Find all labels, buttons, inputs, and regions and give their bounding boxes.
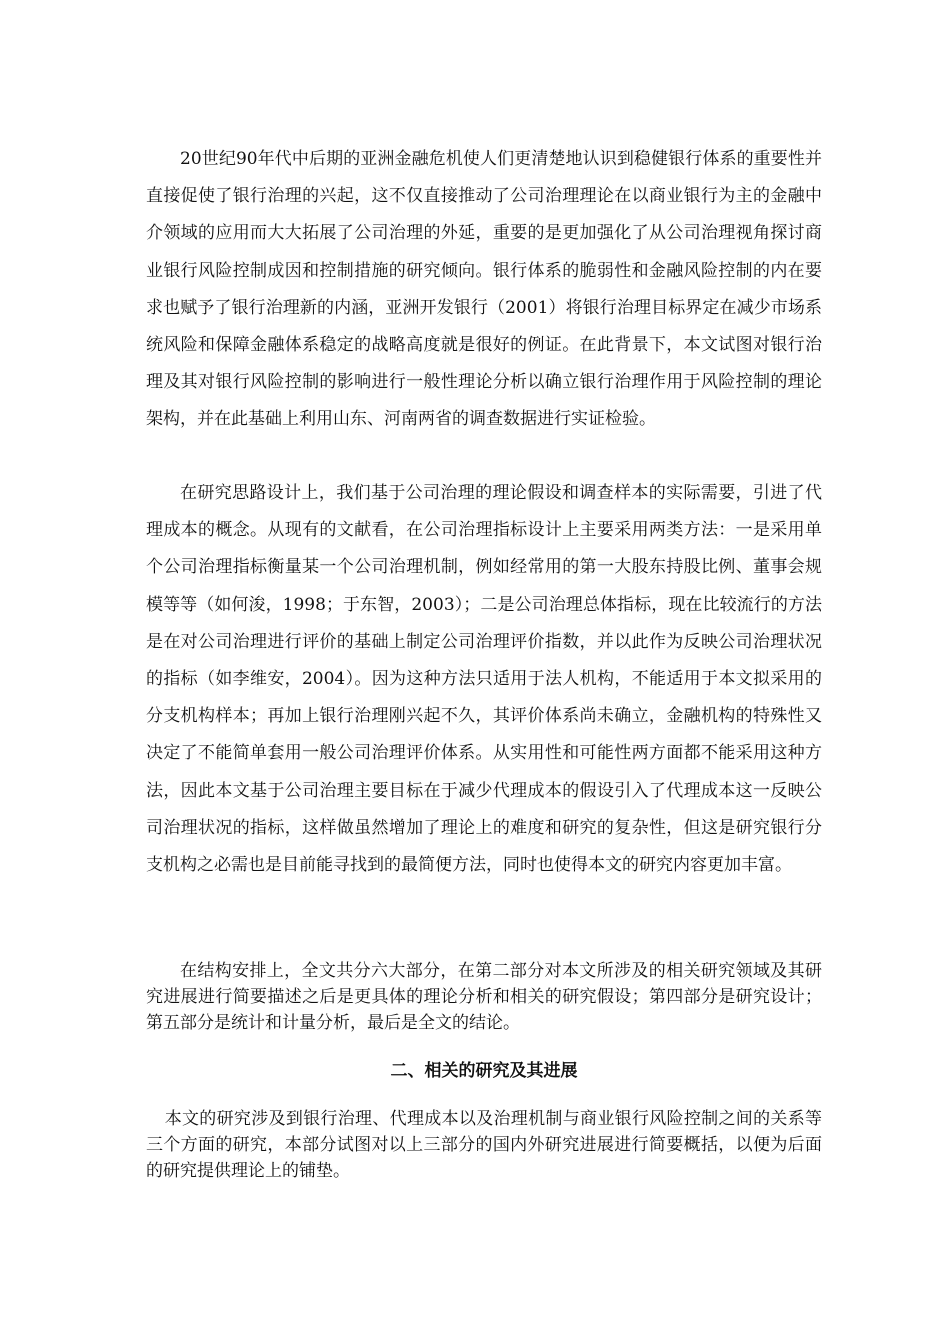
paragraph-structure: 在结构安排上，全文共分六大部分，在第二部分对本文所涉及的相关研究领域及其研究进展进行简要描述之后是更具体的理论分析和相关的研究假设；第四部分是研究设计；第五部分是统计和计量分析，最后是全文的结论。 — [146, 961, 822, 1033]
paragraph-research-design: 在研究思路设计上，我们基于公司治理的理论假设和调查样本的实际需要，引进了代理成本的概念。从现有的文献看，在公司治理指标设计上主要采用两类方法：一是采用单个公司治理指标衡量某一个公司治理机制，例如经常用的第一大股东持股比例、董事会规模等等（如何浚，1998；于东智，2003）；二是公司治理总体指标，现在比较流行的方法是在对公司治理进行评价的基础上制定公司治理评价指数，并以此作为反映公司治理状况的指标（如李维安，2004）。因为这种方法只适用于法人机构，不能适用于本文拟采用的分支机构样本；再加上银行治理刚兴起不久，其评价体系尚未确立，金融机构的特殊性又决定了不能简单套用一般公司治理评价体系。从实用性和可能性两方面都不能采用这种方法，因此本文基于公司治理主要目标在于减少代理成本的假设引入了代理成本这一反映公司治理状况的指标，这样做虽然增加了理论上的难度和研究的复杂性，但这是研究银行分支机构之必需也是目前能寻找到的最简便方法，同时也使得本文的研究内容更加丰富。 — [146, 483, 822, 876]
paragraph-section-intro: 本文的研究涉及到银行治理、代理成本以及治理机制与商业银行风险控制之间的关系等三个方面的研究，本部分试图对以上三部分的国内外研究进展进行简要概括，以便为后面的研究提供理论上的铺垫。 — [146, 1109, 822, 1181]
section-heading: 二、相关的研究及其进展 — [390, 1061, 578, 1081]
paragraph-asian-crisis: 20世纪90年代中后期的亚洲金融危机使人们更清楚地认识到稳健银行体系的重要性并直接促使了银行治理的兴起，这不仅直接推动了公司治理理论在以商业银行为主的金融中介领域的应用而大大拓展了公司治理的外延，重要的是更加强化了从公司治理视角探讨商业银行风险控制成因和控制措施的研究倾向。银行体系的脆弱性和金融风险控制的内在要求也赋予了银行治理新的内涵，亚洲开发银行（2001）将银行治理目标界定在减少市场系统风险和保障金融体系稳定的战略高度就是很好的例证。在此背景下，本文试图对银行治理及其对银行风险控制的影响进行一般性理论分析以确立银行治理作用于风险控制的理论架构，并在此基础上利用山东、河南两省的调查数据进行实证检验。 — [146, 149, 822, 430]
